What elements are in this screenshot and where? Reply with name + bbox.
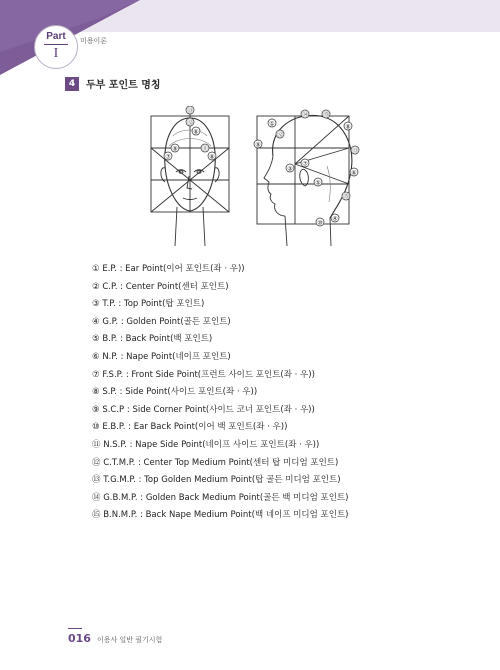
point-marker-label: ⑭ [301,111,309,119]
book-title: 이용사 일반 필기시험 [96,636,163,644]
list-item: ⑫ C.T.M.P. : Center Top Medium Point(센터 탑 미디엄 포인트) [92,457,339,468]
list-item: ⑩ E.B.P. : Ear Back Point(이어 백 포인트(좌 · 우)) [92,422,288,433]
list-item: ④ G.P. : Golden Point(골든 포인트) [92,316,231,327]
point-marker-label: ④ [332,215,338,223]
list-item: ⑧ S.P. : Side Point(사이드 포인트(좌 · 우)) [92,387,258,398]
point-marker-label: ⑬ [351,147,359,155]
head-points-figure [145,106,360,246]
point-marker-label: ⑮ [322,111,330,119]
list-item: ⑬ T.G.M.P. : Top Golden Medium Point(탑 골든 미디엄 포인트) [92,475,341,486]
point-marker-label: ⑤ [315,179,321,187]
point-marker-label: ⑩ [317,219,323,227]
point-marker-label: ⑫ [276,131,284,139]
front-head-view [151,108,229,246]
section-heading [65,76,161,91]
point-marker-label: ⑨ [172,145,178,153]
point-marker-label: ⑬ [186,107,194,115]
point-marker-label: ⑫ [186,119,194,127]
list-item: ⑦ F.S.P. : Front Side Point(프런트 사이드 포인트(좌 · 우)) [92,369,315,380]
part-label: Part [46,31,66,42]
list-item: ⑥ N.P. : Nape Point(네이프 포인트) [92,351,231,362]
list-item: ① E.P. : Ear Point(이어 포인트(좌 · 우)) [92,264,245,274]
point-marker-label: ③ [287,165,293,173]
list-item: ⑨ S.C.P : Side Corner Point(사이드 코너 포인트(좌 · 우)) [92,404,315,415]
page-footer [68,632,162,645]
point-marker-label: ⑦ [302,160,308,168]
point-marker-label: ⑧ [209,153,215,161]
point-marker-label: ⑦ [165,153,171,161]
part-divider [44,44,68,45]
point-marker-label: ⑧ [345,123,351,131]
chapter-label: 미용이론 [80,37,108,45]
section-number: 4 [65,77,79,91]
list-item: ⑮ B.N.M.P. : Back Nape Medium Point(백 네이프 미디엄 포인트) [92,510,349,521]
point-marker-label: ⑪ [201,145,209,153]
point-marker-label: ⑥ [351,169,357,177]
point-marker-label: ① [269,120,275,128]
point-marker-label: ⑮ [342,193,350,201]
head-point-list [92,261,348,525]
list-item: ⑤ B.P. : Back Point(백 포인트) [92,334,213,345]
list-item: ⑪ N.S.P. : Nape Side Point(네이프 사이드 포인트(좌 · 우)) [92,439,320,450]
list-item: ⑭ G.B.M.P. : Golden Back Medium Point(골든 백 미디엄 포인트) [92,492,349,503]
point-marker-label: ⑥ [193,128,199,136]
footer-rule [68,628,82,629]
part-number: I [53,46,59,61]
list-item: ② C.P. : Center Point(센터 포인트) [92,281,229,292]
side-head-view [257,115,352,246]
part-badge [34,25,78,69]
point-marker-label: ⑨ [255,141,261,149]
list-item: ③ T.P. : Top Point(탑 포인트) [92,299,205,310]
page-number: 016 [68,632,91,645]
section-title: 두부 포인트 명칭 [86,80,161,91]
